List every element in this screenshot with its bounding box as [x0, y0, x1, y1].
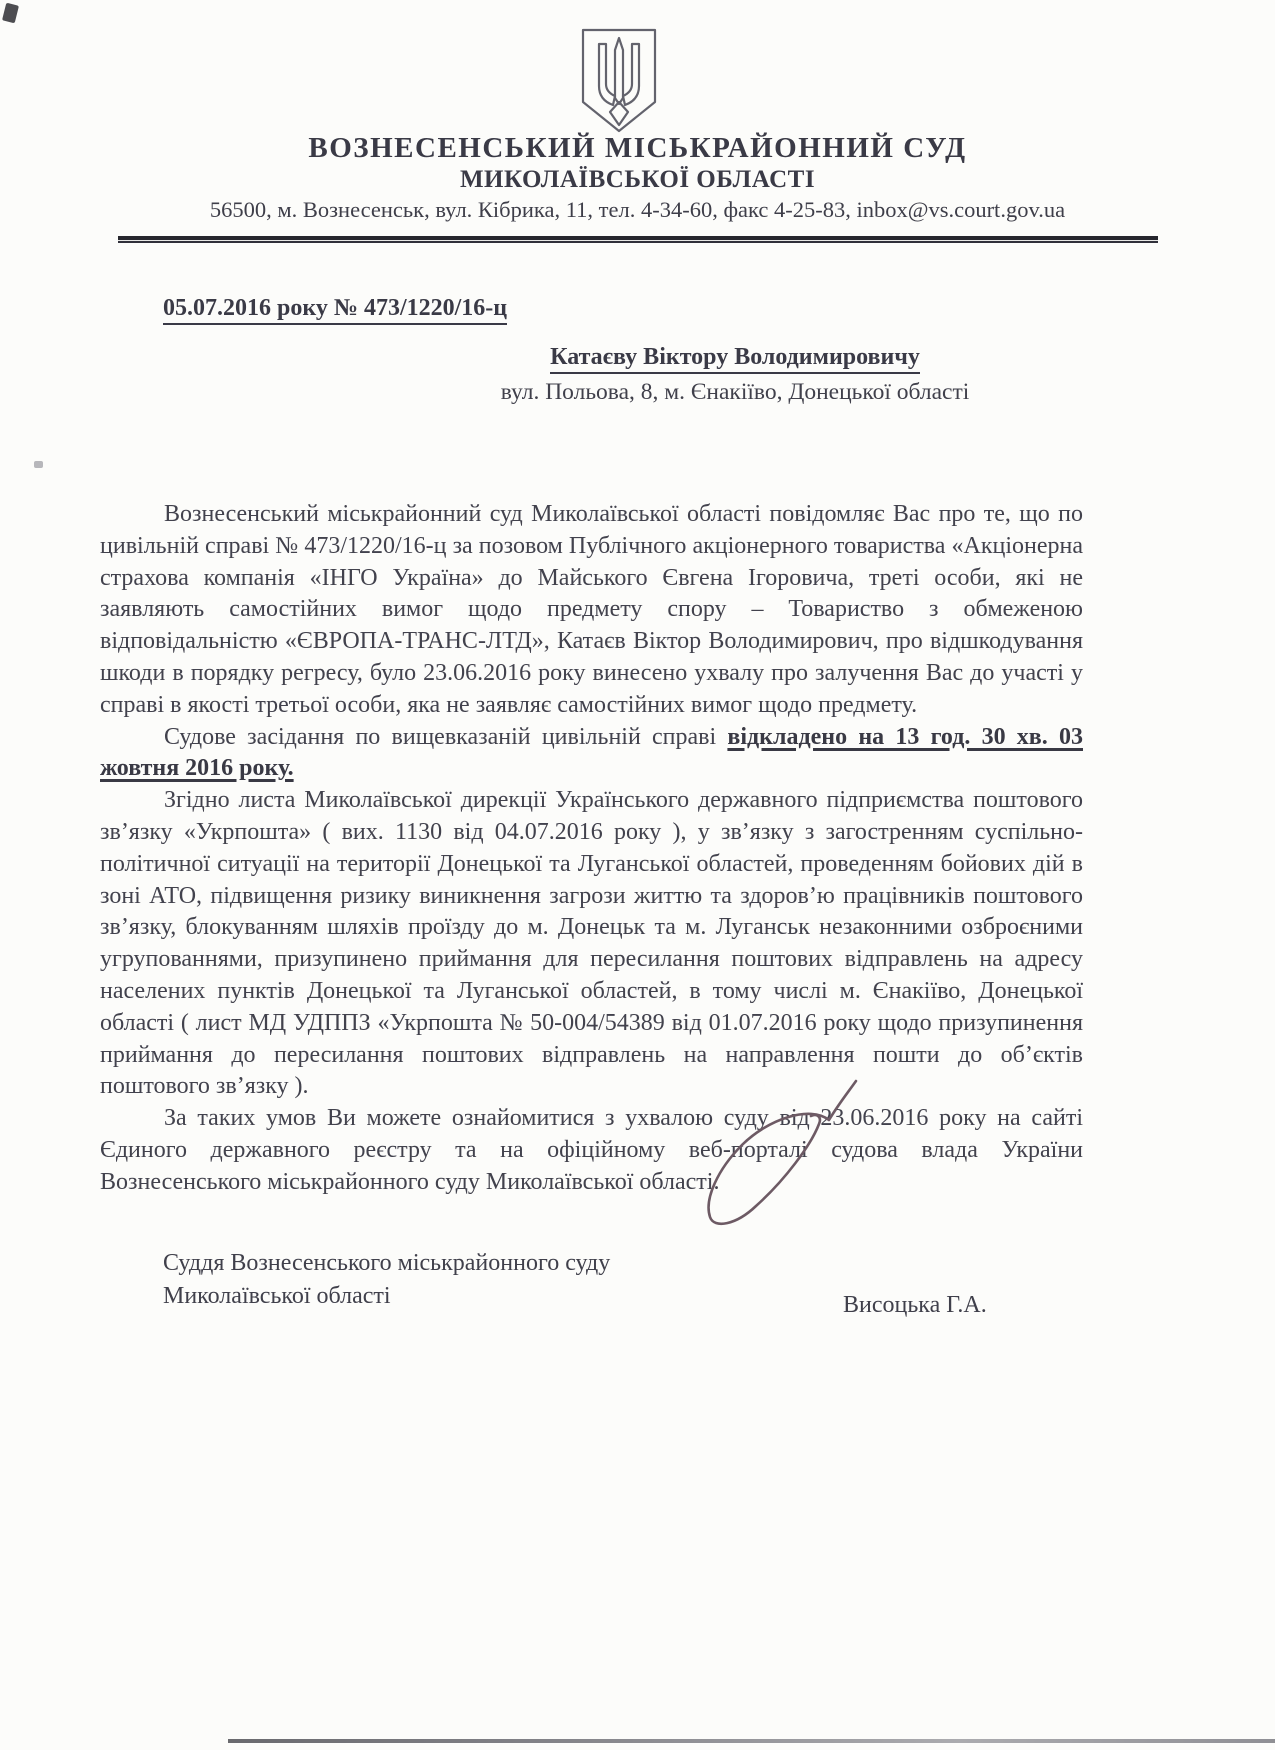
body-paragraph-2-normal: Судове засідання по вищевказаній цивільній справі	[164, 723, 728, 750]
body-paragraph-2	[100, 722, 1083, 786]
court-name-line1: ВОЗНЕСЕНСЬКИЙ МІСЬКРАЙОННИЙ СУД	[308, 132, 967, 164]
recipient-name: Катаєву Віктору Володимировичу	[450, 344, 1020, 374]
judge-title-line2: Миколаївської області	[163, 1283, 391, 1309]
hearing-postponed-emphasis: відкладено на 13 год. 30 хв. 03 жовтня 2016 року.	[100, 723, 1083, 782]
reference-date-number-text: 05.07.2016 року № 473/1220/16-ц	[163, 295, 507, 325]
header-divider-rule	[118, 236, 1158, 243]
ukraine-trident-emblem-icon	[576, 26, 662, 141]
letter-body	[100, 499, 1083, 1199]
reference-date-number	[163, 295, 507, 325]
judge-name: Висоцька Г.А.	[843, 1292, 987, 1318]
judge-title-block	[163, 1247, 610, 1313]
judge-title-line1: Суддя Вознесенського міськрайонного суду	[163, 1250, 611, 1276]
handwritten-signature-icon	[688, 1075, 868, 1240]
recipient-block	[450, 344, 1020, 406]
scan-artifact-speck	[34, 461, 43, 468]
body-paragraph-4: За таких умов Ви можете ознайомитися з ухвалою суду від 23.06.2016 року на сайті Єдиного державного реєстру та на офіційному веб-порталі судова влада України Вознесенського міськрайонного суду Миколаївської області.	[100, 1105, 1083, 1195]
court-name-line2: МИКОЛАЇВСЬКОЇ ОБЛАСТІ	[459, 166, 816, 193]
scan-artifact-bottom-edge	[228, 1739, 1275, 1743]
court-address-line: 56500, м. Вознесенськ, вул. Кібрика, 11, тел. 4-34-60, факс 4-25-83, inbox@vs.court.gov.ua	[209, 197, 1066, 222]
recipient-address: вул. Польова, 8, м. Єнакіїво, Донецької області	[500, 379, 970, 405]
body-paragraph-3: Згідно листа Миколаївської дирекції Українського державного підприємства поштового зв’язку «Укрпошта» ( вих. 1130 від 04.07.2016 року ), у зв’язку з загостренням суспільно-політичної ситуації на території Донецької та Луганської областей, проведенням бойових дій в зоні АТО, підвищення ризику виникнення загрози життю та здоров’ю працівників поштового зв’язку, блокуванням шляхів проїзду до м. Донецьк та м. Луганськ незаконними озброєними угрупованнями, призупинено приймання для пересилання поштових відправлень на адресу населених пунктів Донецької та Луганської областей, в тому числі м. Єнакіїво, Донецької області ( лист МД УДППЗ «Укрпошта № 50-004/54389 від 01.07.2016 року щодо призупинення приймання до пересилання поштових відправлень на направлення пошти до об’єктів поштового зв’язку ).	[100, 787, 1083, 1100]
body-paragraph-1: Вознесенський міськрайонний суд Миколаївської області повідомляє Вас про те, що по цивільній справі № 473/1220/16-ц за позовом Публічного акціонерного товариства «Акціонерна страхова компанія «ІНГО Україна» до Майського Євгена Ігоровича, треті особи, які не заявляють самостійних вимог щодо предмету спору – Товариство з обмеженою відповідальністю «ЄВРОПА-ТРАНС-ЛТД», Катаєв Віктор Володимирович, про відшкодування шкоди в порядку регресу, було 23.06.2016 року винесено ухвалу про залучення Вас до участі у справі в якості третьої особи, яка не заявляє самостійних вимог щодо предмету.	[100, 501, 1083, 718]
scan-artifact-speck	[2, 3, 19, 24]
